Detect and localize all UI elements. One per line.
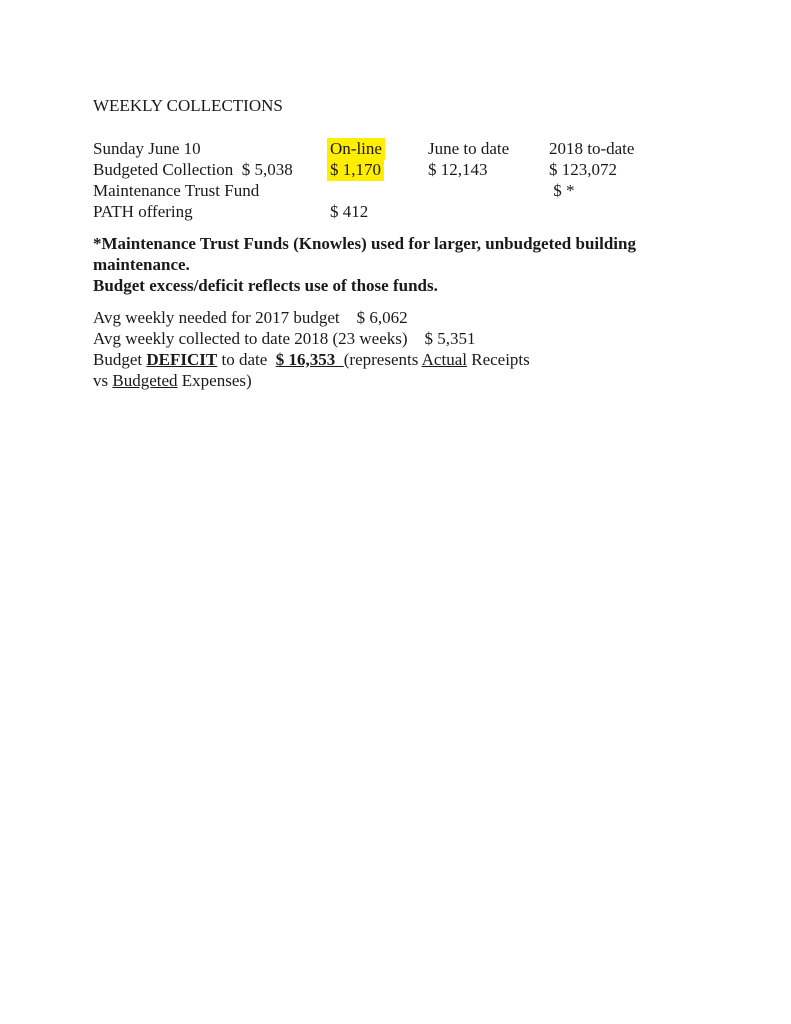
maintenance-footnote <box>93 233 693 296</box>
header-year-to-date: 2018 to-date <box>549 139 635 158</box>
row-label: Maintenance Trust Fund <box>93 181 260 200</box>
deficit-text: Budget <box>93 350 147 369</box>
page-title: WEEKLY COLLECTIONS <box>93 96 283 115</box>
row-label: PATH offering <box>93 202 193 221</box>
online-amount-cell <box>330 180 428 201</box>
deficit-text: (represents <box>343 350 422 369</box>
actual-word: Actual <box>421 350 467 369</box>
year-to-date-amount: $ 123,072 <box>549 160 617 179</box>
deficit-text: vs <box>93 371 113 390</box>
deficit-line <box>93 349 693 370</box>
collections-table <box>93 138 693 222</box>
table-row-budgeted-collection <box>93 159 693 180</box>
deficit-word: DEFICIT <box>146 350 218 369</box>
june-to-date-amount: $ 12,143 <box>428 160 488 179</box>
year-to-date-amount <box>549 201 693 222</box>
online-amount-cell <box>330 159 428 180</box>
online-amount-highlight: $ 1,170 <box>327 159 384 181</box>
table-header-row <box>93 138 693 159</box>
deficit-amount: $ 16,353 <box>275 350 344 369</box>
header-online-cell <box>330 138 428 159</box>
table-row-maintenance-trust-fund <box>93 180 693 201</box>
document-page <box>93 95 693 391</box>
online-header-highlight: On-line <box>327 138 385 160</box>
row-label: Budgeted Collection $ 5,038 <box>93 160 293 179</box>
deficit-text: Expenses) <box>177 371 252 390</box>
footnote-line: maintenance. <box>93 255 190 274</box>
june-to-date-amount <box>428 180 549 201</box>
budget-summary <box>93 307 693 391</box>
avg-collected-line: Avg weekly collected to date 2018 (23 weeks) $ 5,351 <box>93 329 476 348</box>
deficit-text: to date <box>217 350 276 369</box>
header-june-to-date: June to date <box>428 139 510 158</box>
budgeted-word: Budgeted <box>112 371 178 390</box>
header-date-label: Sunday June 10 <box>93 139 201 158</box>
june-to-date-amount <box>428 201 549 222</box>
year-to-date-amount: $ * <box>549 181 575 200</box>
deficit-line-continued <box>93 370 693 391</box>
footnote-line: *Maintenance Trust Funds (Knowles) used for larger, unbudgeted building <box>93 234 636 253</box>
online-amount-cell: $ 412 <box>330 202 369 221</box>
table-row-path-offering <box>93 201 693 222</box>
avg-needed-line: Avg weekly needed for 2017 budget $ 6,062 <box>93 308 408 327</box>
footnote-line: Budget excess/deficit reflects use of those funds. <box>93 276 438 295</box>
deficit-text: Receipts <box>466 350 530 369</box>
